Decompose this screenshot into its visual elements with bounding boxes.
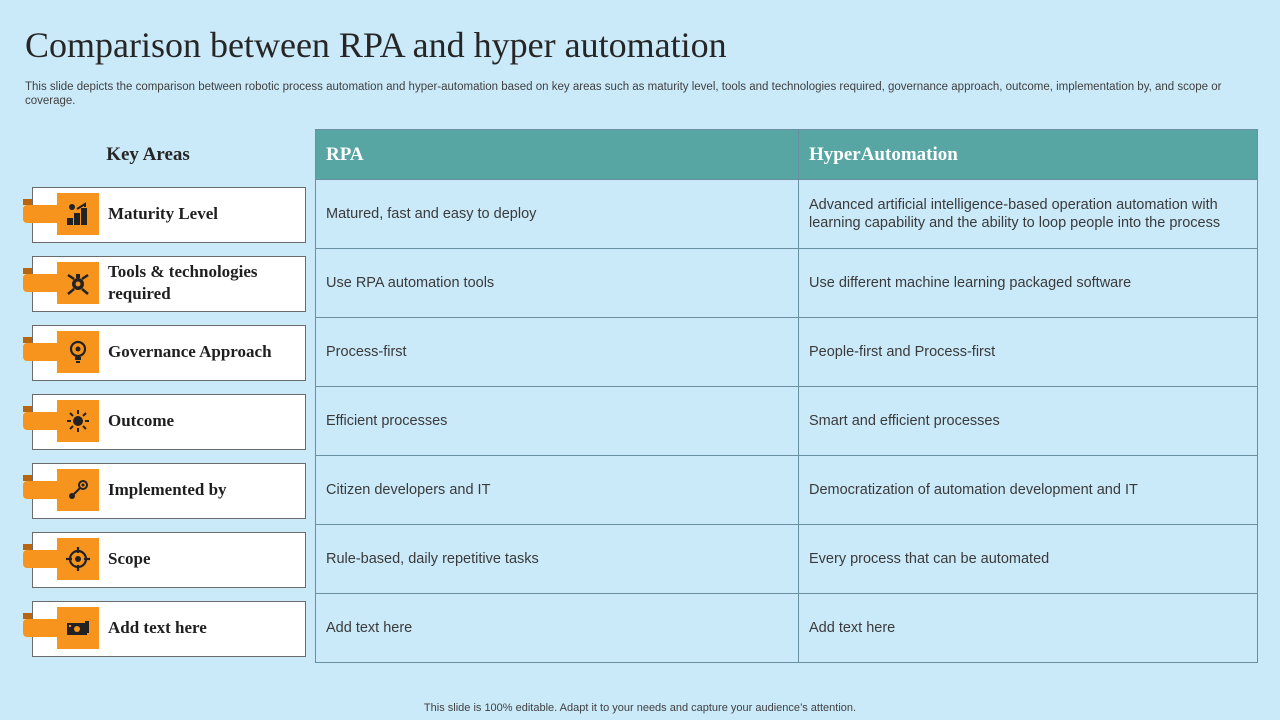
table-cell: Smart and efficient processes <box>799 387 1258 456</box>
gear-tools-icon <box>57 262 99 304</box>
table-cell: Use different machine learning packaged software <box>799 249 1258 318</box>
table-cell: Democratization of automation development and IT <box>799 456 1258 525</box>
column-header-rpa: RPA <box>316 130 799 180</box>
footer-note: This slide is 100% editable. Adapt it to your needs and capture your audience’s attention. <box>423 702 857 714</box>
table-cell: Advanced artificial intelligence-based operation automation with learning capability and the ability to loop people into the process <box>799 180 1258 249</box>
idea-bulb-icon <box>57 400 99 442</box>
table-row <box>316 525 1258 594</box>
money-icon <box>57 607 99 649</box>
key-area-label: Outcome <box>108 411 175 430</box>
ribbon-decoration <box>23 412 59 430</box>
ribbon-decoration <box>23 205 59 223</box>
key-area-label: Tools & technologies required <box>108 262 258 303</box>
page-subtitle: This slide depicts the comparison between robotic process automation and hyper-automation based on key areas such as maturity level, tools and technologies required, governance approach, outcome, implementation by, and scope or coverage. <box>25 81 1222 107</box>
table-row <box>316 594 1258 663</box>
comparison-table <box>315 129 1258 663</box>
table-row <box>316 456 1258 525</box>
key-area-label: Governance Approach <box>108 342 272 361</box>
ribbon-decoration <box>23 274 59 292</box>
stairs-growth-icon <box>57 193 99 235</box>
table-row <box>316 249 1258 318</box>
ribbon-decoration <box>23 481 59 499</box>
table-cell: People-first and Process-first <box>799 318 1258 387</box>
table-cell: Add text here <box>799 594 1258 663</box>
table-cell: Citizen developers and IT <box>316 456 799 525</box>
table-cell: Add text here <box>316 594 799 663</box>
table-row <box>316 180 1258 249</box>
key-area-label: Maturity Level <box>108 204 218 223</box>
page-title: Comparison between RPA and hyper automation <box>25 25 727 65</box>
table-row <box>316 387 1258 456</box>
table-cell: Use RPA automation tools <box>316 249 799 318</box>
network-nodes-icon <box>57 469 99 511</box>
table-cell: Rule-based, daily repetitive tasks <box>316 525 799 594</box>
table-cell: Matured, fast and easy to deploy <box>316 180 799 249</box>
ribbon-decoration <box>23 619 59 637</box>
ribbon-decoration <box>23 343 59 361</box>
table-row <box>316 318 1258 387</box>
key-area-label: Add text here <box>108 618 207 637</box>
column-header-hyperautomation: HyperAutomation <box>799 130 1258 180</box>
key-area-label: Implemented by <box>108 480 227 499</box>
table-cell: Every process that can be automated <box>799 525 1258 594</box>
ribbon-decoration <box>23 550 59 568</box>
key-areas-header: Key Areas <box>106 144 190 165</box>
table-cell: Process-first <box>316 318 799 387</box>
lightbulb-gear-icon <box>57 331 99 373</box>
key-area-label: Scope <box>108 549 151 568</box>
table-header-row <box>316 130 1258 180</box>
target-icon <box>57 538 99 580</box>
table-cell: Efficient processes <box>316 387 799 456</box>
